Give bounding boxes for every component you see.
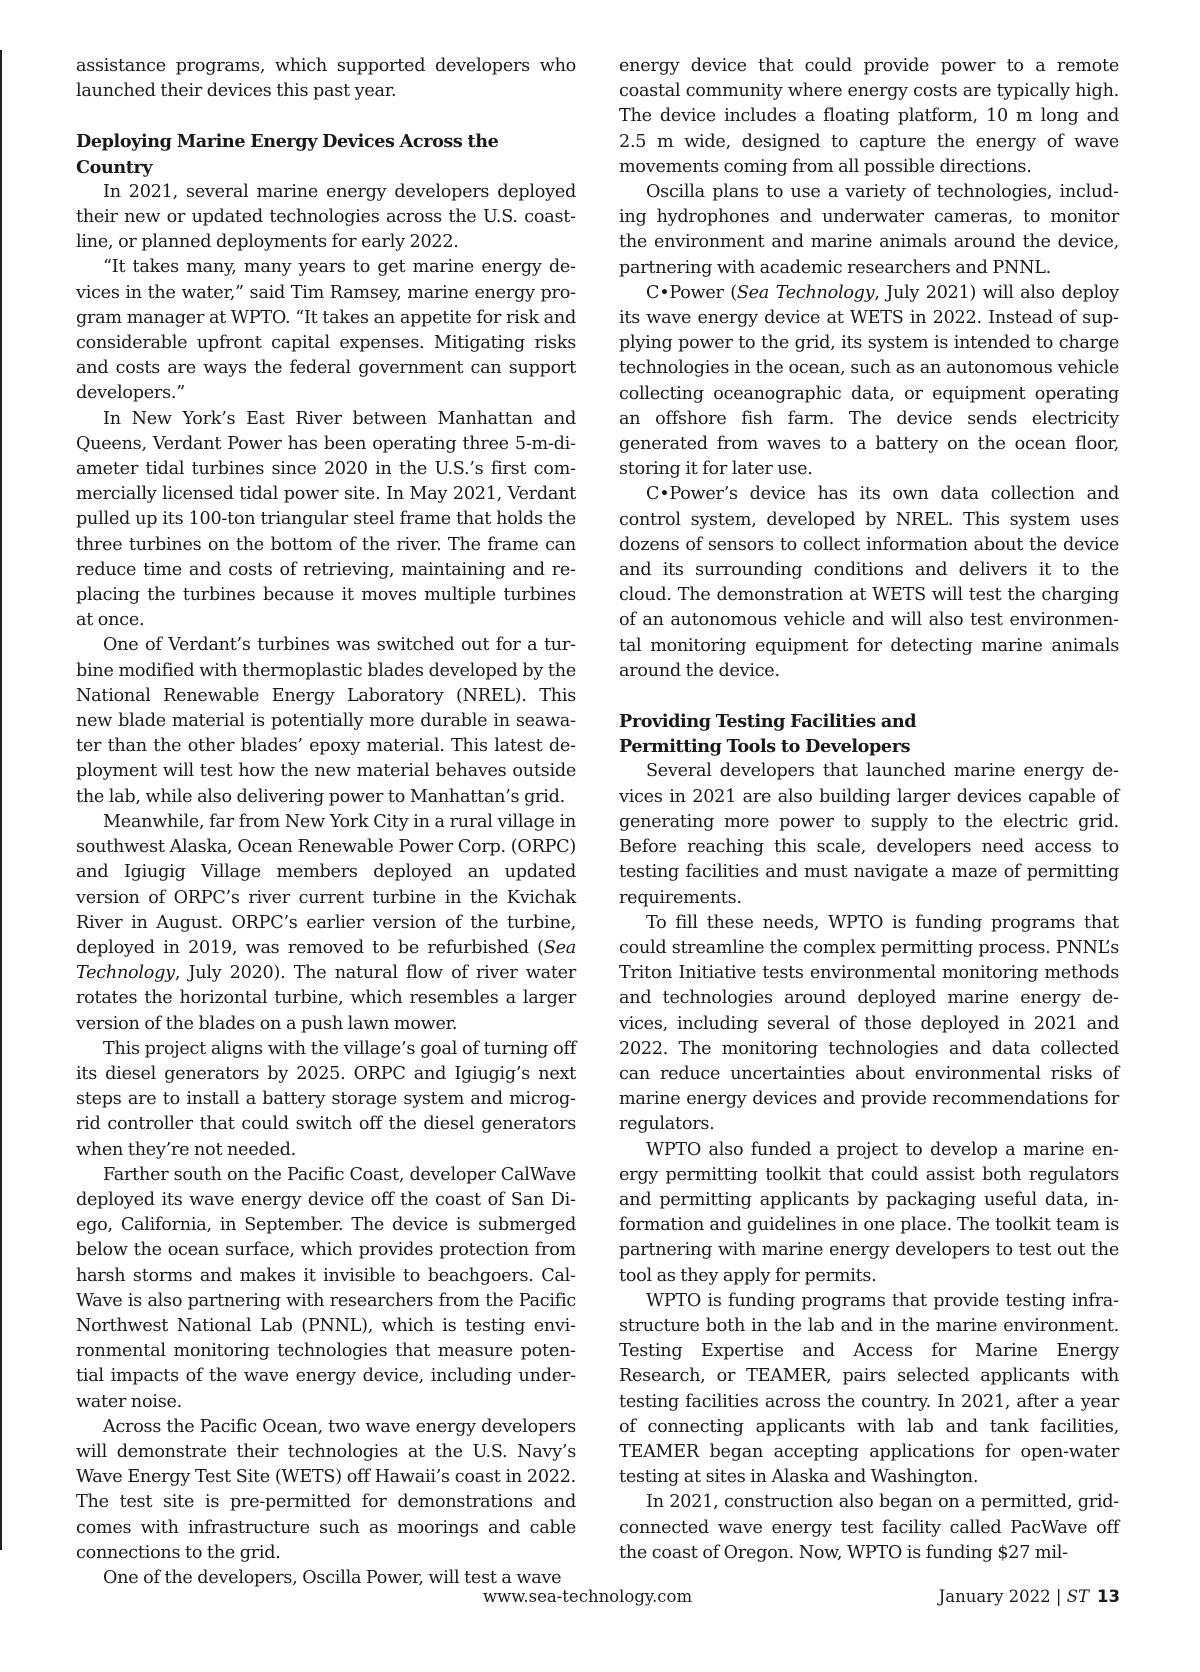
paragraph: In New York’s East River between Manhattan and Queens, Verdant Power has been operating three 5-m-diameter tidal turbines since 2020 in the U.S.’s first commercially licensed tidal power site. In May 2021, Verdant pulled up its 100-ton triangular steel frame that holds the three turbines on the bottom of the river. The frame can reduce time and costs of retrieving, maintaining and replacing the turbines because it moves multiple turbines at once.: [76, 408, 576, 631]
publication-name: Sea Technology: [736, 282, 875, 303]
paragraph: One of the developers, Oscilla Power, will test a wave: [103, 1567, 562, 1588]
paragraph: In 2021, construction also began on a permitted, grid-connected wave energy test facility called PacWave off the coast of Oregon. Now, WPTO is funding $27 mil-: [619, 1492, 1119, 1563]
paragraph: C•Power’s device has its own data collection and control system, developed by NREL. This system uses dozens of sensors to collect information about the device and its surrounding conditions and delivers it to the cloud. The demonstration at WETS will test the charging of an autonomous vehicle and will also test environmental monitoring equipment for detecting marine animals around the device.: [619, 484, 1119, 681]
paragraph: Farther south on the Pacific Coast, developer CalWave deployed its wave energy device off the coast of San Diego, California, in September. The device is submerged below the ocean surface, which provides protection from harsh storms and makes it invisible to beachgoers. CalWave is also partnering with researchers from the Pacific Northwest National Lab (PNNL), which is testing environmental monitoring technologies that measure potential impacts of the wave energy device, including underwater noise.: [76, 1164, 576, 1412]
paragraph: [76, 810, 576, 1037]
page-number: 13: [1097, 1587, 1120, 1606]
issue-date: January 2022 |: [938, 1587, 1067, 1606]
text-run: C•Power (: [646, 282, 737, 303]
paragraph: “It takes many, many years to get marine energy devices in the water,” said Tim Ramsey, marine energy program manager at WPTO. “It takes an appetite for risk and considerable upfront capital expenses. Mitigating risks and costs are ways the federal government can support developers.”: [76, 257, 576, 404]
paragraph: energy device that could provide power to a remote coastal community where energy costs are typically high. The device includes a floating platform, 10 m long and 2.5 m wide, designed to capture the energy of wave movements coming from all possible directions.: [619, 56, 1119, 177]
footer-url: www.sea-technology.com: [483, 1587, 693, 1606]
text-run: Meanwhile, far from New York City in a rural village in southwest Alaska, Ocean Renewable Power Corp. (ORPC) and Igiugig Village members deployed an updated version of ORPC’s river current turbine in the Kvichak River in August. ORPC’s earlier version of the turbine, deployed in 2019, was removed to be refurbished (: [76, 811, 576, 958]
paragraph: One of Verdant’s turbines was switched out for a turbine modified with thermoplastic blades developed by the National Renewable Energy Laboratory (NREL). This new blade material is potentially more durable in seawater than the other blades’ epoxy material. This latest deployment will test how the new material behaves outside the lab, while also delivering power to Manhattan’s grid.: [76, 635, 576, 807]
paragraph: In 2021, several marine energy developers deployed their new or updated technologies across the U.S. coastline, or planned deployments for early 2022.: [76, 181, 576, 253]
paragraph: Several developers that launched marine energy devices in 2021 are also building larger devices capable of generating more power to supply to the electric grid. Before reaching this scale, developers need access to testing facilities and must navigate a maze of permitting requirements.: [619, 761, 1119, 908]
paragraph: [619, 281, 1119, 483]
footer-issue: [939, 1586, 1120, 1608]
text-run: , July 2021) will also deploy its wave energy device at WETS in 2022. Instead of supplying power to the grid, its system is intended to charge technologies in the ocean, such as an autonomous vehicle collecting oceanographic data, or equipment operating an offshore fish farm. The device sends electricity generated from waves to a battery on the ocean floor, storing it for later use.: [619, 282, 1119, 480]
paragraph: To fill these needs, WPTO is funding programs that could streamline the complex permitting process. PNNL’s Triton Initiative tests environmental monitoring methods and technologies around deployed marine energy devices, including several of those deployed in 2021 and 2022. The monitoring technologies and data collected can reduce uncertainties about environmental risks of marine energy devices and provide recommendations for regulators.: [619, 912, 1119, 1135]
publication-name: Sea Technology: [76, 937, 576, 984]
paragraph: Across the Pacific Ocean, two wave energy developers will demonstrate their technologies at the U.S. Navy’s Wave Energy Test Site (WETS) off Hawaii’s coast in 2022. The test site is pre-permitted for demonstrations and comes with infrastructure such as moorings and cable connections to the grid.: [76, 1416, 576, 1563]
right-column: [619, 54, 1119, 1566]
heading-line: Permitting Tools to Developers: [619, 736, 911, 758]
section-heading: [619, 709, 1119, 759]
margin-rule: [0, 50, 2, 1550]
paragraph: WPTO also funded a project to develop a marine energy permitting toolkit that could assist both regulators and permitting applicants by packaging useful data, information and guidelines in one place. The toolkit team is partnering with marine energy developers to test out the tool as they apply for permits.: [619, 1139, 1119, 1286]
paragraph: Oscilla plans to use a variety of technologies, including hydrophones and underwater cameras, to monitor the environment and marine animals around the device, partnering with academic researchers and PNNL.: [619, 182, 1119, 278]
text-run: , July 2020). The natural flow of river water rotates the horizontal turbine, which resembles a larger version of the blades on a push lawn mower.: [76, 963, 576, 1034]
paragraph: This project aligns with the village’s goal of turning off its diesel generators by 2025. ORPC and Igiugig’s next steps are to install a battery storage system and microgrid controller that could switch off the diesel generators when they’re not needed.: [76, 1038, 576, 1160]
heading-line: Providing Testing Facilities and: [619, 711, 917, 733]
paragraph: WPTO is funding programs that provide testing infrastructure both in the lab and in the marine environment. Testing Expertise and Access for Marine Energy Research, or TEAMER, pairs selected applicants with testing facilities across the country. In 2021, after a year of connecting applicants with lab and tank facilities, TEAMER began accepting applications for open-water testing at sites in Alaska and Washington.: [619, 1290, 1119, 1488]
left-column: [76, 54, 576, 1591]
magazine-abbrev: ST: [1066, 1587, 1090, 1606]
paragraph: assistance programs, which supported developers who launched their devices this past year.: [76, 56, 576, 102]
section-heading: Deploying Marine Energy Devices Across the Country: [76, 131, 499, 178]
